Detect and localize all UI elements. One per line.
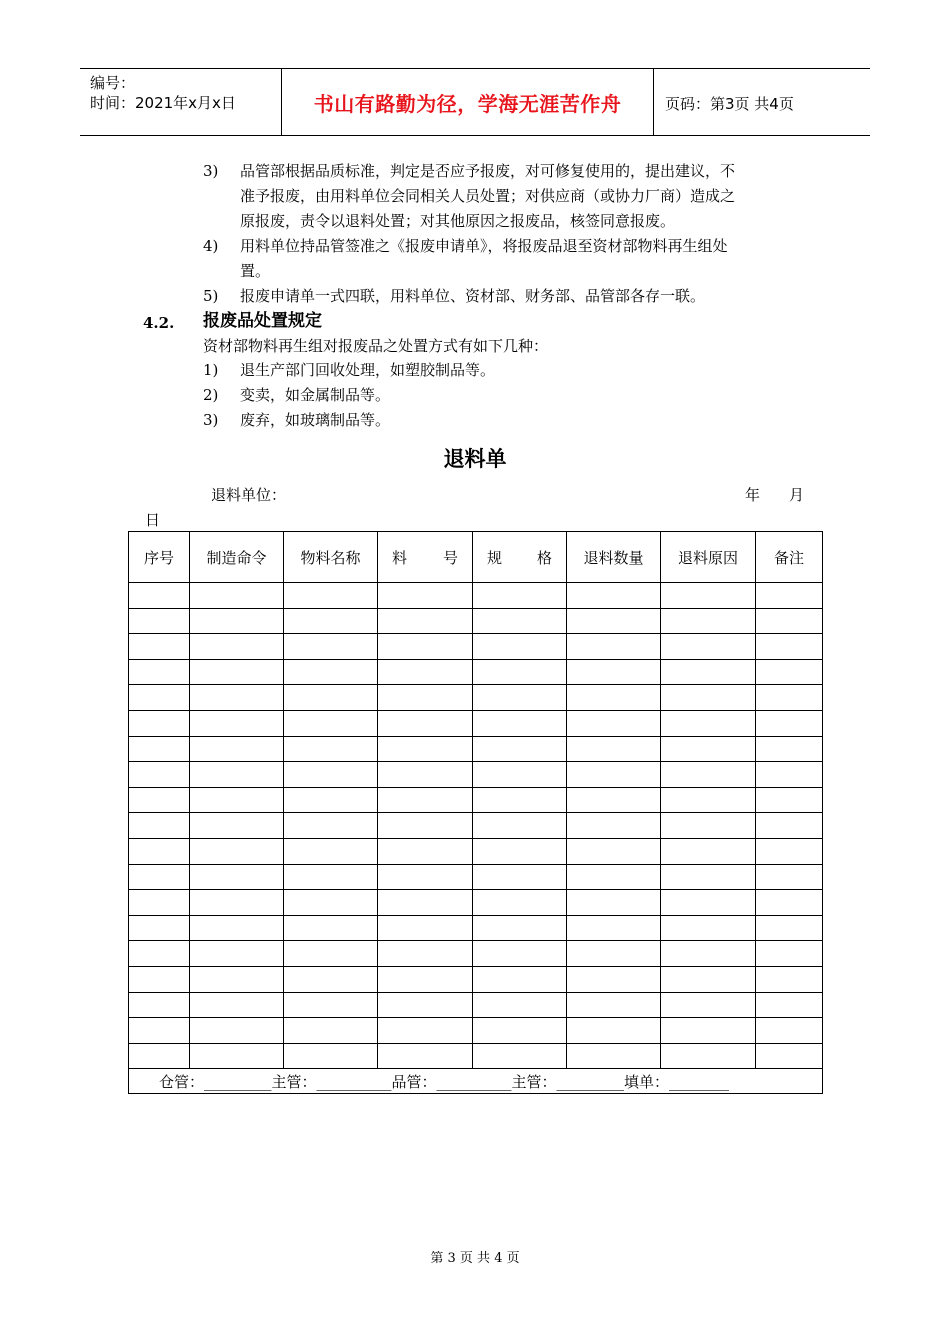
table-cell[interactable] (284, 1018, 378, 1044)
table-row (129, 813, 823, 839)
table-cell[interactable] (756, 685, 823, 711)
table-cell[interactable] (567, 915, 661, 941)
table-cell[interactable] (129, 659, 190, 685)
table-row (129, 992, 823, 1018)
table-cell[interactable] (567, 659, 661, 685)
table-cell[interactable] (567, 710, 661, 736)
table-cell[interactable] (284, 736, 378, 762)
section-intro: 资材部物料再生组对报废品之处置方式有如下几种： (203, 337, 549, 355)
list-text: 品管部根据品质标准，判定是否应予报废，对可修复使用的，提出建议，不 (240, 162, 736, 180)
table-cell[interactable] (378, 864, 473, 890)
table-cell[interactable] (378, 813, 473, 839)
table-cell[interactable] (190, 583, 284, 609)
table-cell[interactable] (190, 685, 284, 711)
table-cell[interactable] (567, 1043, 661, 1069)
table-cell[interactable] (756, 1018, 823, 1044)
table-cell[interactable] (473, 659, 567, 685)
table-cell[interactable] (284, 583, 378, 609)
table-cell[interactable] (378, 583, 473, 609)
page-header (80, 68, 870, 136)
table-cell[interactable] (190, 992, 284, 1018)
table-cell[interactable] (756, 736, 823, 762)
list-number: 3) (203, 162, 219, 180)
table-cell[interactable] (473, 941, 567, 967)
table-cell[interactable] (567, 736, 661, 762)
table-cell[interactable] (661, 736, 756, 762)
column-header: 物料名称 (284, 532, 378, 583)
table-cell[interactable] (661, 762, 756, 788)
list-text: 废弃，如玻璃制品等。 (240, 411, 391, 429)
list-number: 5) (203, 287, 219, 305)
table-cell[interactable] (190, 762, 284, 788)
list-number: 1) (203, 361, 219, 379)
list-text: 变卖，如金属制品等。 (240, 386, 391, 404)
column-header: 退料原因 (661, 532, 756, 583)
table-cell[interactable] (129, 1043, 190, 1069)
day-label: 日 (145, 511, 161, 529)
table-cell[interactable] (661, 1043, 756, 1069)
section-number: 4.2. (143, 314, 175, 332)
header-meta (90, 73, 236, 113)
code-label: 编号： (90, 74, 136, 92)
header-page-info: 页码：第3页 共4页 (665, 95, 794, 113)
table-cell[interactable] (378, 1018, 473, 1044)
table-row (129, 634, 823, 660)
table-cell[interactable] (661, 1018, 756, 1044)
table-row (129, 787, 823, 813)
table-cell[interactable] (378, 915, 473, 941)
column-header: 备注 (756, 532, 823, 583)
table-cell[interactable] (567, 608, 661, 634)
table-cell[interactable] (756, 864, 823, 890)
table-cell[interactable] (284, 915, 378, 941)
table-cell[interactable] (661, 890, 756, 916)
table-cell[interactable] (378, 634, 473, 660)
table-cell[interactable] (190, 915, 284, 941)
table-cell[interactable] (567, 966, 661, 992)
table-cell[interactable] (190, 787, 284, 813)
table-cell[interactable] (567, 890, 661, 916)
table-cell[interactable] (378, 608, 473, 634)
table-cell[interactable] (129, 685, 190, 711)
table-cell[interactable] (473, 736, 567, 762)
return-form-table (128, 531, 823, 1094)
table-cell[interactable] (190, 838, 284, 864)
month-label: 月 (789, 486, 805, 504)
column-header: 制造命令 (190, 532, 284, 583)
table-row (129, 941, 823, 967)
table-cell[interactable] (661, 864, 756, 890)
table-cell[interactable] (378, 966, 473, 992)
table-row (129, 583, 823, 609)
table-row (129, 659, 823, 685)
table-cell[interactable] (473, 685, 567, 711)
table-cell[interactable] (473, 1043, 567, 1069)
table-cell[interactable] (284, 838, 378, 864)
table-cell[interactable] (378, 838, 473, 864)
header-motto: 书山有路勤为径，学海无涯苦作舟 (313, 91, 622, 116)
table-cell[interactable] (190, 941, 284, 967)
table-cell[interactable] (378, 685, 473, 711)
table-row (129, 1043, 823, 1069)
table-cell[interactable] (756, 813, 823, 839)
column-header: 退料数量 (567, 532, 661, 583)
table-cell[interactable] (473, 915, 567, 941)
table-cell[interactable] (378, 762, 473, 788)
table-cell[interactable] (661, 685, 756, 711)
unit-label: 退料单位： (211, 486, 287, 504)
list-text: 用料单位持品管签准之《报废申请单》，将报废品退至资材部物料再生组处 (240, 237, 728, 255)
table-cell[interactable] (756, 992, 823, 1018)
table-cell[interactable] (129, 787, 190, 813)
table-cell[interactable] (567, 813, 661, 839)
table-cell[interactable] (756, 838, 823, 864)
table-cell[interactable] (567, 583, 661, 609)
column-header: 序号 (129, 532, 190, 583)
table-row (129, 966, 823, 992)
table-cell[interactable] (284, 813, 378, 839)
table-row (129, 864, 823, 890)
list-text: 置。 (240, 262, 271, 280)
table-cell[interactable] (129, 634, 190, 660)
table-cell[interactable] (756, 762, 823, 788)
table-cell[interactable] (378, 736, 473, 762)
table-cell[interactable] (661, 659, 756, 685)
table-cell[interactable] (129, 710, 190, 736)
table-cell[interactable] (473, 966, 567, 992)
table-cell[interactable] (284, 634, 378, 660)
table-row (129, 685, 823, 711)
table-cell[interactable] (129, 736, 190, 762)
list-text: 准予报废，由用料单位会同相关人员处置；对供应商（或协力厂商）造成之 (240, 187, 736, 205)
table-cell[interactable] (129, 915, 190, 941)
table-cell[interactable] (190, 864, 284, 890)
header-divider (653, 69, 654, 135)
year-label: 年 (745, 486, 761, 504)
table-cell[interactable] (284, 890, 378, 916)
page-footer: 第 3 页 共 4 页 (430, 1251, 520, 1266)
table-cell[interactable] (190, 966, 284, 992)
list-number: 2) (203, 386, 219, 404)
table-cell[interactable] (473, 838, 567, 864)
table-cell[interactable] (756, 1043, 823, 1069)
table-row (129, 762, 823, 788)
table-cell[interactable] (129, 864, 190, 890)
table-cell[interactable] (129, 608, 190, 634)
table-cell[interactable] (284, 659, 378, 685)
table-cell[interactable] (567, 838, 661, 864)
table-cell[interactable] (567, 762, 661, 788)
table-cell[interactable] (756, 659, 823, 685)
table-header-row (129, 532, 823, 583)
list-number: 3) (203, 411, 219, 429)
list-text: 退生产部门回收处理，如塑胶制品等。 (240, 361, 496, 379)
table-cell[interactable] (190, 736, 284, 762)
table-cell[interactable] (129, 966, 190, 992)
table-cell[interactable] (756, 710, 823, 736)
column-header: 规 格 (473, 532, 567, 583)
table-cell[interactable] (284, 685, 378, 711)
table-cell[interactable] (567, 864, 661, 890)
table-cell[interactable] (661, 838, 756, 864)
table-cell[interactable] (661, 966, 756, 992)
table-cell[interactable] (473, 787, 567, 813)
table-cell[interactable] (567, 1018, 661, 1044)
table-cell[interactable] (190, 1018, 284, 1044)
table-row (129, 838, 823, 864)
table-cell[interactable] (190, 634, 284, 660)
table-cell[interactable] (756, 890, 823, 916)
table-cell[interactable] (129, 583, 190, 609)
list-text: 原报废，责令以退料处置；对其他原因之报废品，核签同意报废。 (240, 212, 676, 230)
table-cell[interactable] (284, 762, 378, 788)
table-row (129, 608, 823, 634)
table-cell[interactable] (284, 992, 378, 1018)
table-cell[interactable] (756, 608, 823, 634)
table-cell[interactable] (756, 915, 823, 941)
list-text: 报废申请单一式四联，用料单位、资材部、财务部、品管部各存一联。 (240, 287, 706, 305)
table-cell[interactable] (567, 941, 661, 967)
table-cell[interactable] (661, 583, 756, 609)
table-cell[interactable] (129, 941, 190, 967)
table-cell[interactable] (473, 583, 567, 609)
table-cell[interactable] (378, 787, 473, 813)
table-cell[interactable] (378, 890, 473, 916)
table-cell[interactable] (473, 608, 567, 634)
table-cell[interactable] (661, 992, 756, 1018)
table-cell[interactable] (284, 787, 378, 813)
table-cell[interactable] (473, 864, 567, 890)
table-cell[interactable] (473, 1018, 567, 1044)
table-cell[interactable] (473, 762, 567, 788)
table-cell[interactable] (756, 966, 823, 992)
table-cell[interactable] (567, 685, 661, 711)
table-cell[interactable] (473, 710, 567, 736)
table-cell[interactable] (190, 813, 284, 839)
table-cell[interactable] (567, 787, 661, 813)
table-cell[interactable] (473, 813, 567, 839)
table-cell[interactable] (473, 992, 567, 1018)
table-cell[interactable] (129, 762, 190, 788)
table-cell[interactable] (284, 864, 378, 890)
table-cell[interactable] (129, 992, 190, 1018)
table-cell[interactable] (378, 710, 473, 736)
table-cell[interactable] (190, 608, 284, 634)
table-cell[interactable] (756, 583, 823, 609)
table-cell[interactable] (129, 813, 190, 839)
table-cell[interactable] (190, 890, 284, 916)
table-cell[interactable] (661, 813, 756, 839)
table-row (129, 736, 823, 762)
table-cell[interactable] (129, 1018, 190, 1044)
table-cell[interactable] (284, 966, 378, 992)
table-cell[interactable] (190, 659, 284, 685)
table-cell[interactable] (378, 1043, 473, 1069)
table-row (129, 915, 823, 941)
section-title: 报废品处置规定 (203, 311, 322, 331)
table-cell[interactable] (378, 659, 473, 685)
column-header: 料 号 (378, 532, 473, 583)
table-row (129, 710, 823, 736)
table-cell[interactable] (661, 634, 756, 660)
time-label: 时间：2021年x月x日 (90, 94, 236, 112)
form-title: 退料单 (443, 447, 507, 471)
table-cell[interactable] (190, 710, 284, 736)
table-cell[interactable] (284, 941, 378, 967)
table-cell[interactable] (284, 710, 378, 736)
signature-line: 仓管：_________主管：__________品管：__________主管：_________填单：________ (129, 1069, 823, 1094)
table-cell[interactable] (661, 915, 756, 941)
table-cell[interactable] (129, 890, 190, 916)
table-row (129, 890, 823, 916)
table-cell[interactable] (190, 1043, 284, 1069)
list-number: 4) (203, 237, 219, 255)
table-cell[interactable] (661, 710, 756, 736)
table-cell[interactable] (567, 992, 661, 1018)
table-cell[interactable] (756, 634, 823, 660)
table-cell[interactable] (284, 608, 378, 634)
table-cell[interactable] (378, 992, 473, 1018)
table-cell[interactable] (661, 941, 756, 967)
table-cell[interactable] (473, 890, 567, 916)
table-cell[interactable] (284, 1043, 378, 1069)
table-cell[interactable] (756, 787, 823, 813)
table-cell[interactable] (661, 608, 756, 634)
table-row (129, 1018, 823, 1044)
table-cell[interactable] (473, 634, 567, 660)
table-cell[interactable] (756, 941, 823, 967)
table-cell[interactable] (129, 838, 190, 864)
signature-row (129, 1069, 823, 1094)
table-cell[interactable] (567, 634, 661, 660)
table-cell[interactable] (661, 787, 756, 813)
table-cell[interactable] (378, 941, 473, 967)
